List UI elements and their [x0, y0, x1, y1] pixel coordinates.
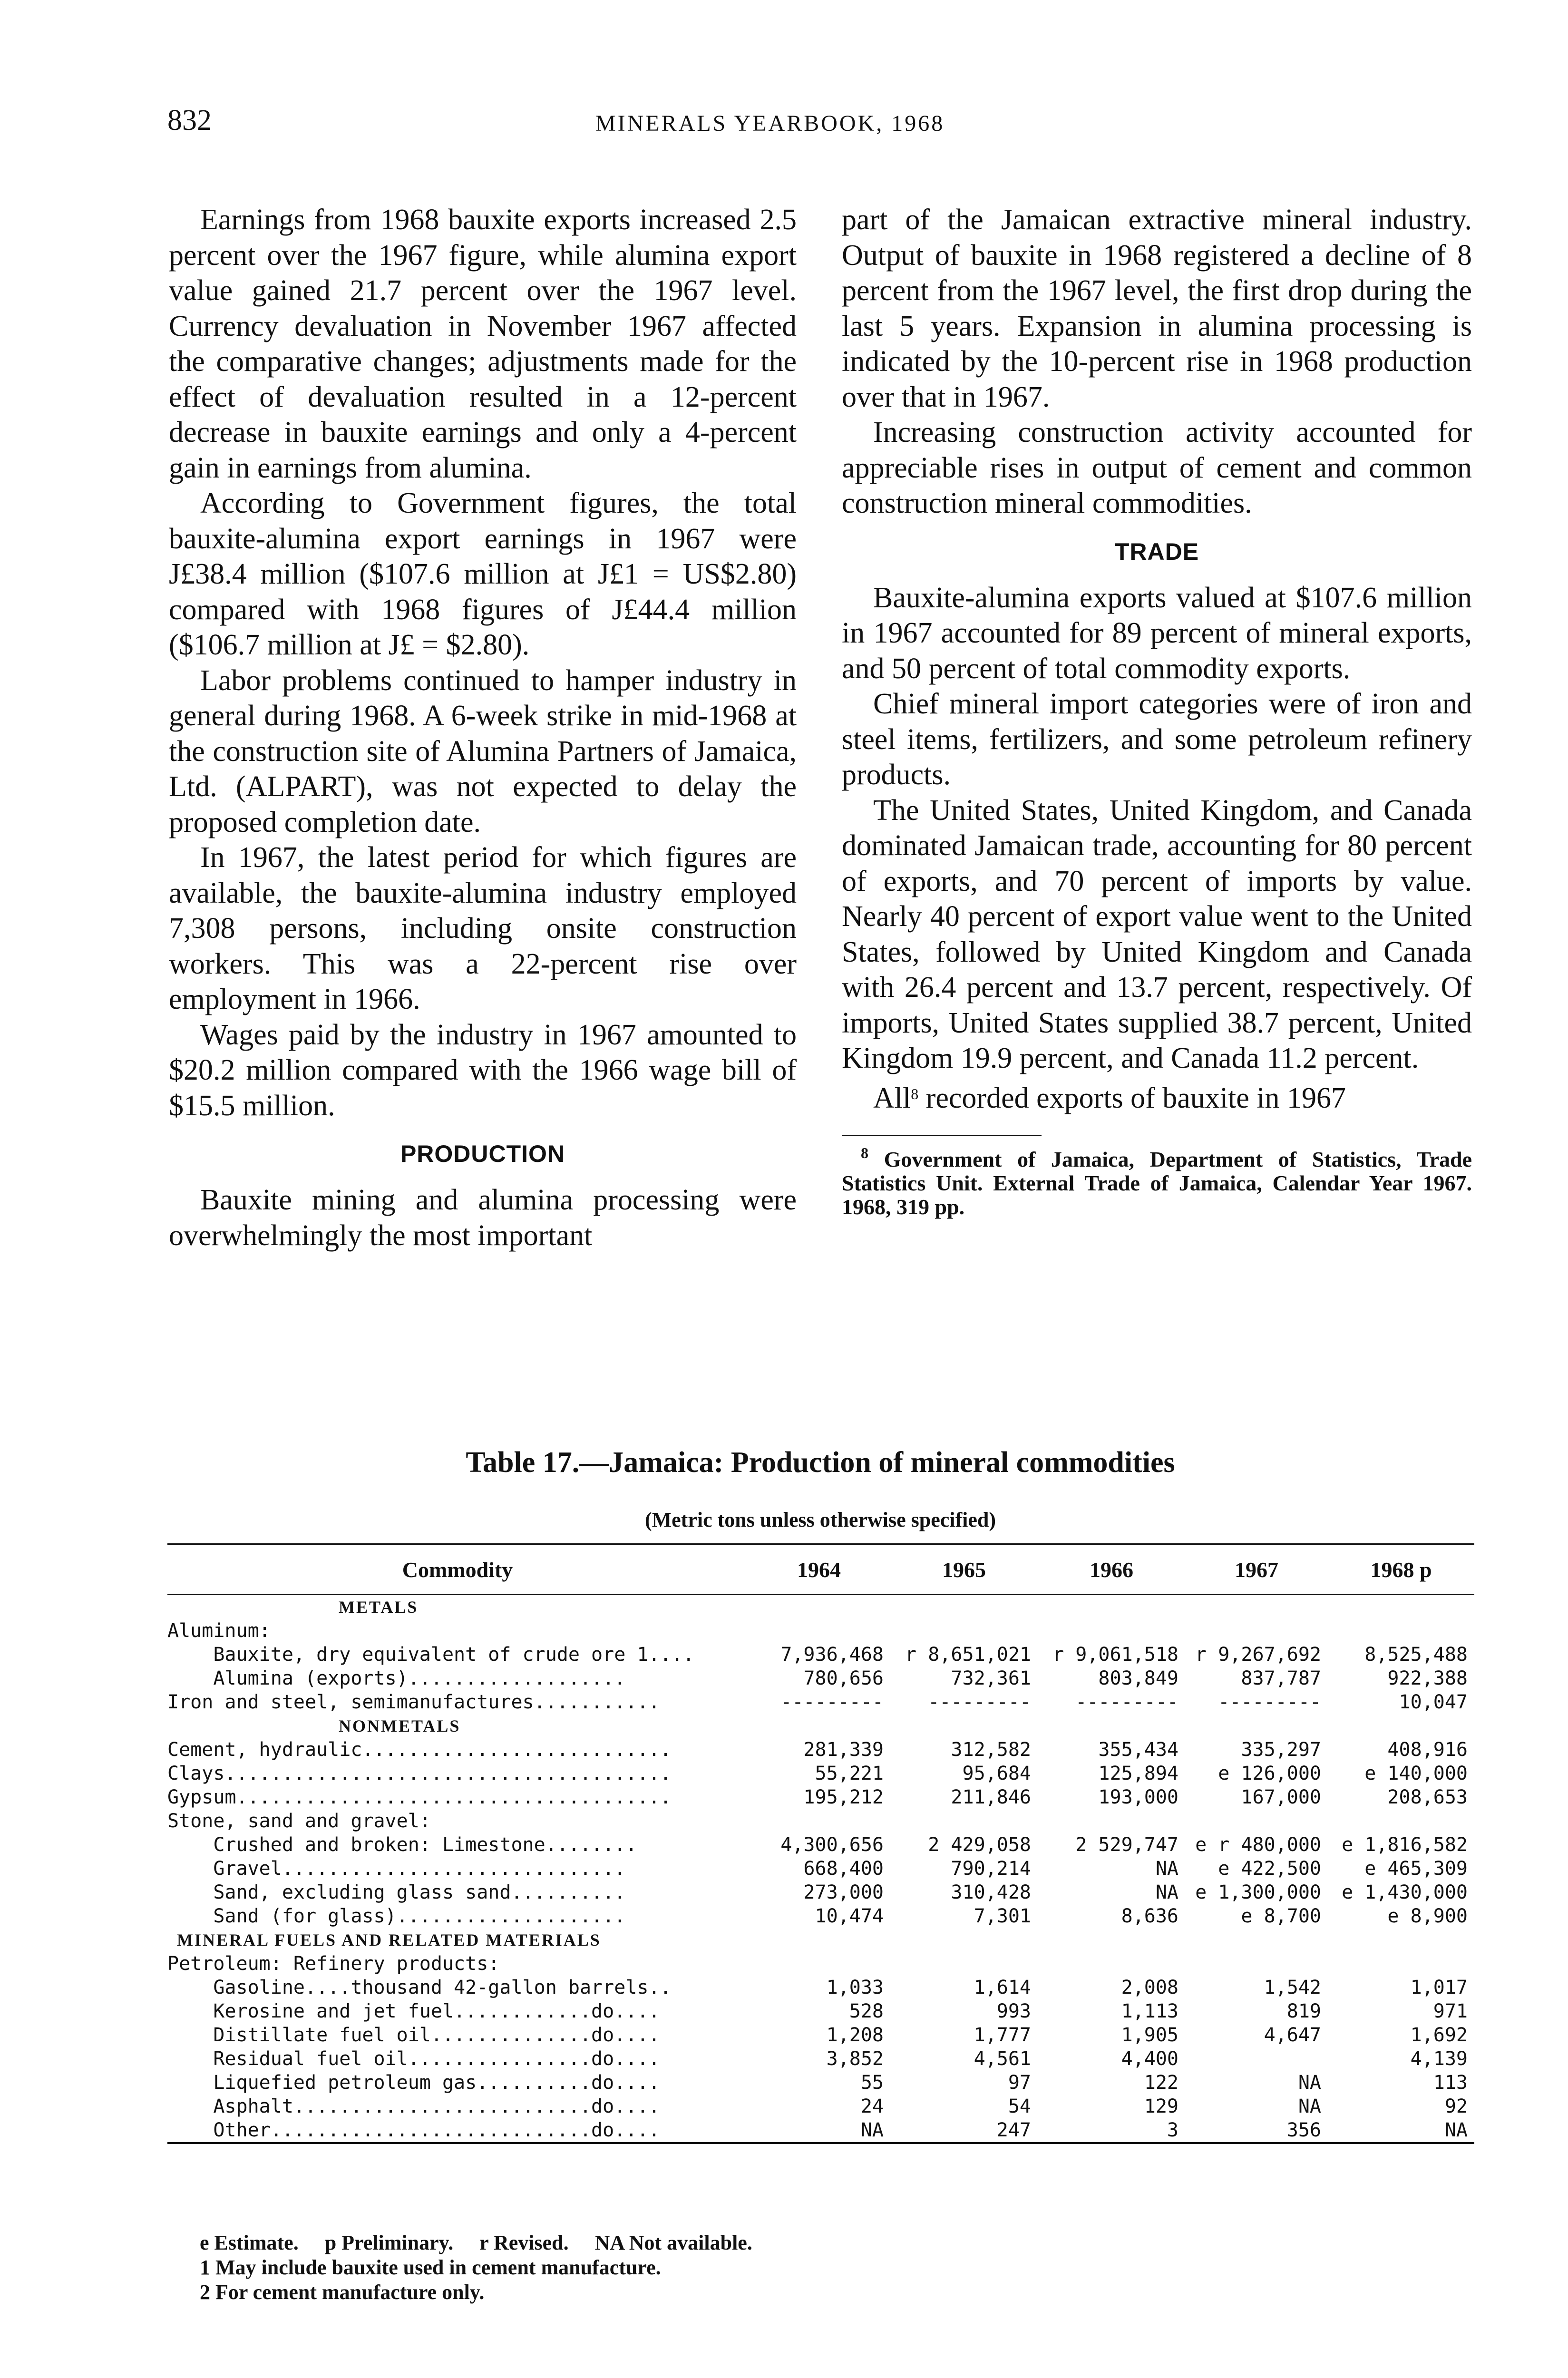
row-label: Gasoline....thousand 42-gallon barrels.. — [167, 1977, 672, 1998]
table-cell: 993 — [996, 2000, 1031, 2022]
table-cell: 668,400 — [803, 1858, 884, 1880]
table-cell — [1328, 1714, 1474, 1738]
table-cell — [890, 1619, 1038, 1643]
row-label: Liquefied petroleum gas..........do.... — [167, 2072, 660, 2094]
running-title: MINERALS YEARBOOK, 1968 — [595, 111, 945, 136]
table-cell: e 422,500 — [1218, 1858, 1321, 1880]
table-cell: 10,047 — [1399, 1691, 1468, 1713]
legend-line: e Estimate. p Preliminary. r Revised. NA Not available. — [200, 2231, 752, 2254]
table-cell — [748, 1595, 890, 1619]
table-cell — [1185, 1595, 1328, 1619]
row-label: Alumina (exports)................... — [167, 1667, 626, 1689]
table-title: Table 17.—Jamaica: Production of mineral commodities — [466, 1446, 1175, 1479]
table-legend — [200, 2231, 1484, 2305]
table-cell: e 126,000 — [1218, 1763, 1321, 1784]
table-cell: 335,297 — [1241, 1739, 1321, 1761]
table-cell: 1,017 — [1410, 1977, 1468, 1998]
table-cell — [1328, 1619, 1474, 1643]
table-cell: 7,301 — [974, 1905, 1031, 1927]
row-label: Iron and steel, semimanufactures........... — [167, 1691, 660, 1713]
row-label: Bauxite, dry equivalent of crude ore 1.... — [167, 1644, 694, 1666]
paragraph-start: All — [873, 1082, 911, 1114]
table-cell: 113 — [1433, 2072, 1468, 2094]
table-cell — [890, 1714, 1038, 1738]
table-cell: 55,221 — [815, 1763, 884, 1784]
table-cell: 55 — [860, 2072, 884, 2094]
production-table — [167, 1543, 1474, 2144]
table-cell: 1,033 — [826, 1977, 884, 1998]
table-body — [167, 1595, 1474, 2144]
table-cell — [1185, 1619, 1328, 1643]
table-cell — [1328, 1595, 1474, 1619]
footnote-divider — [842, 1135, 1042, 1136]
table-cell: r 9,267,692 — [1195, 1644, 1321, 1666]
table-cell: e 1,430,000 — [1342, 1881, 1468, 1903]
paragraph: According to Government figures, the total bauxite-alumina export earnings in 1967 were J£38.4 million ($107.6 million at J£1 = US$2.80) compared with 1968 figures of J£44.4 million ($106.7 million at J£ = $2.80). — [169, 487, 797, 661]
footnote-marker: 8 — [911, 1085, 919, 1102]
table-cell: 273,000 — [803, 1881, 884, 1903]
table-cell: 355,434 — [1098, 1739, 1178, 1761]
table-cell: 780,656 — [803, 1667, 884, 1689]
section-label: MINERAL FUELS AND RELATED MATERIALS — [177, 1930, 601, 1949]
row-label: Residual fuel oil................do.... — [167, 2048, 660, 2070]
table-cell: 819 — [1286, 2000, 1321, 2022]
footnote-text: Government of Jamaica, Department of Statistics, Trade Statistics Unit. External Trade of Jamaica, Calendar Year 1967. 1968, 319 pp. — [842, 1147, 1472, 1219]
table-cell: 408,916 — [1387, 1739, 1468, 1761]
table-cell: 1,614 — [974, 1977, 1031, 1998]
table-cell: e 140,000 — [1364, 1763, 1468, 1784]
table-cell: 803,849 — [1098, 1667, 1178, 1689]
row-label: Aluminum: — [167, 1620, 271, 1642]
left-column — [169, 202, 797, 1253]
paragraph: Labor problems continued to hamper industry in general during 1968. A 6-week strike in mid-1968 at the construction site of Alumina Partners of Jamaica, Ltd. (ALPART), was not expected to delay the proposed completion date. — [169, 664, 797, 838]
table-cell — [1038, 1928, 1185, 1952]
paragraph: Bauxite-alumina exports valued at $107.6 million in 1967 accounted for 89 percent of mineral exports, and 50 percent of total commodity exports. — [842, 581, 1472, 685]
table-cell: --------- — [1075, 1691, 1178, 1713]
table-cell — [890, 1928, 1038, 1952]
table-cell — [890, 1595, 1038, 1619]
table-cell: 8,636 — [1121, 1905, 1178, 1927]
table-cell: 1,692 — [1410, 2024, 1468, 2046]
paragraph: Increasing construction activity accounted for appreciable rises in output of cement and common construction mineral commodities. — [842, 416, 1472, 519]
paragraph: Chief mineral import categories were of iron and steel items, fertilizers, and some petroleum refinery products. — [842, 688, 1472, 791]
table-cell: 2 529,747 — [1075, 1834, 1178, 1856]
row-label: Other............................do.... — [167, 2119, 660, 2141]
paragraph: Bauxite mining and alumina processing were overwhelmingly the most important — [169, 1184, 797, 1252]
table-row — [167, 1881, 1474, 1904]
column-header: 1966 — [1038, 1544, 1185, 1595]
row-label: Sand (for glass).................... — [167, 1905, 626, 1927]
table-cell: 97 — [1008, 2072, 1031, 2094]
row-label: Gravel.............................. — [167, 1858, 626, 1880]
paragraph: Wages paid by the industry in 1967 amounted to $20.2 million compared with the 1966 wage bill of $15.5 million. — [169, 1018, 797, 1122]
table-row — [167, 1857, 1474, 1881]
table-cell: 4,139 — [1410, 2048, 1468, 2070]
paragraph — [842, 1076, 1472, 1116]
table-cell — [890, 1952, 1038, 1976]
table-row — [167, 2047, 1474, 2071]
legend-line: 2 For cement manufacture only. — [200, 2281, 485, 2304]
table-cell: 1,905 — [1121, 2024, 1178, 2046]
table-row — [167, 1738, 1474, 1762]
table-cell: r 9,061,518 — [1052, 1644, 1178, 1666]
table-row — [167, 1643, 1474, 1667]
table-cell: 3,852 — [826, 2048, 884, 2070]
row-label: Petroleum: Refinery products: — [167, 1953, 500, 1975]
table-cell: NA — [860, 2119, 884, 2141]
table-section-row — [167, 1928, 1474, 1952]
table-cell: e 8,700 — [1241, 1905, 1321, 1927]
table-row — [167, 1785, 1474, 1809]
table-cell: e 465,309 — [1364, 1858, 1468, 1880]
table-cell: NA — [1298, 2095, 1321, 2117]
row-label: Distillate fuel oil..............do.... — [167, 2024, 660, 2046]
paragraph-rest: recorded exports of bauxite in 1967 — [918, 1082, 1346, 1114]
table-cell — [748, 1928, 890, 1952]
table-row — [167, 1833, 1474, 1857]
table-cell — [1038, 1619, 1185, 1643]
table-cell: 10,474 — [815, 1905, 884, 1927]
table-row — [167, 1690, 1474, 1714]
table-cell — [1038, 1809, 1185, 1833]
footnote-number: 8 — [861, 1144, 868, 1161]
table-cell — [1185, 1928, 1328, 1952]
table-cell: 122 — [1144, 2072, 1178, 2094]
table-cell: NA — [1444, 2119, 1468, 2141]
table-cell — [748, 1619, 890, 1643]
legend-line: 1 May include bauxite used in cement manufacture. — [200, 2256, 661, 2279]
table-cell — [1185, 1809, 1328, 1833]
row-label: Crushed and broken: Limestone........ — [167, 1834, 637, 1856]
table-row — [167, 2118, 1474, 2143]
footnote — [842, 1141, 1472, 1219]
table-cell: 7,936,468 — [780, 1644, 884, 1666]
table-row — [167, 1952, 1474, 1976]
table-subtitle: (Metric tons unless otherwise specified) — [644, 1508, 996, 1531]
table-cell: 1,777 — [974, 2024, 1031, 2046]
table-section-row — [167, 1714, 1474, 1738]
table-cell: 528 — [849, 2000, 884, 2022]
table-cell — [1185, 2047, 1328, 2071]
table-cell: 95,684 — [962, 1763, 1031, 1784]
row-label: Cement, hydraulic........................... — [167, 1739, 672, 1761]
table-row — [167, 1904, 1474, 1928]
table-cell — [1328, 1952, 1474, 1976]
column-header: 1964 — [748, 1544, 890, 1595]
section-heading-production: PRODUCTION — [400, 1140, 565, 1167]
table-row — [167, 1762, 1474, 1785]
table-cell — [1185, 1952, 1328, 1976]
table-cell: --------- — [780, 1691, 884, 1713]
table-row — [167, 1976, 1474, 1999]
table-row — [167, 2023, 1474, 2047]
table-cell: 4,647 — [1264, 2024, 1321, 2046]
table-cell: NA — [1298, 2072, 1321, 2094]
table-cell: 8,525,488 — [1364, 1644, 1468, 1666]
paragraph: In 1967, the latest period for which figures are available, the bauxite-alumina industry employed 7,308 persons, including onsite construction workers. This was a 22-percent rise over employment in 1966. — [169, 841, 797, 1015]
page-number: 832 — [167, 104, 212, 136]
table-cell: 1,542 — [1264, 1977, 1321, 1998]
table-cell: 195,212 — [803, 1786, 884, 1808]
table-cell — [1038, 1714, 1185, 1738]
table-cell — [748, 1714, 890, 1738]
table-cell — [890, 1809, 1038, 1833]
column-header: 1968 p — [1328, 1544, 1474, 1595]
table-cell: 1,208 — [826, 2024, 884, 2046]
table-cell: --------- — [928, 1691, 1031, 1713]
table-row — [167, 1667, 1474, 1690]
paragraph: part of the Jamaican extractive mineral industry. Output of bauxite in 1968 registered a decline of 8 percent from the 1967 level, the first drop during the last 5 years. Expansion in alumina processing is indicated by the 10-percent rise in 1968 production over that in 1967. — [842, 204, 1472, 413]
row-label: Sand, excluding glass sand.......... — [167, 1881, 626, 1903]
paragraph: Earnings from 1968 bauxite exports increased 2.5 percent over the 1967 figure, while alumina export value gained 21.7 percent over the 1967 level. Currency devaluation in November 1967 affected the comparative changes; adjustments made for the effect of devaluation resulted in a 12-percent decrease in bauxite earnings and only a 4-percent gain in earnings from alumina. — [169, 204, 797, 484]
table-cell: 193,000 — [1098, 1786, 1178, 1808]
table-cell: 732,361 — [951, 1667, 1031, 1689]
table-cell — [1328, 1928, 1474, 1952]
paragraph: The United States, United Kingdom, and Canada dominated Jamaican trade, accounting for 80 percent of exports, and 70 percent of imports by value. Nearly 40 percent of export value went to the United States, followed by United Kingdom and Canada with 26.4 percent and 13.7 percent, respectively. Of imports, United States supplied 38.7 percent, United Kingdom 19.9 percent, and Canada 11.2 percent. — [842, 794, 1472, 1074]
table-cell: 1,113 — [1121, 2000, 1178, 2022]
table-cell: 356 — [1286, 2119, 1321, 2141]
table-cell: 4,300,656 — [780, 1834, 884, 1856]
section-heading-trade: TRADE — [1114, 538, 1199, 565]
table-cell: 167,000 — [1241, 1786, 1321, 1808]
table-cell: 4,400 — [1121, 2048, 1178, 2070]
table-cell: r 8,651,021 — [905, 1644, 1031, 1666]
table-row — [167, 1999, 1474, 2023]
table-cell: 4,561 — [974, 2048, 1031, 2070]
column-header: Commodity — [167, 1544, 748, 1595]
table-cell — [1328, 1809, 1474, 1833]
section-label: NONMETALS — [339, 1716, 461, 1735]
page-header — [167, 104, 1466, 151]
section-label: METALS — [339, 1598, 419, 1617]
table-cell: 24 — [860, 2095, 884, 2117]
table-cell — [748, 1809, 890, 1833]
table-cell: 54 — [1008, 2095, 1031, 2117]
table-cell: 211,846 — [951, 1786, 1031, 1808]
table-row — [167, 2095, 1474, 2118]
table-cell: e r 480,000 — [1195, 1834, 1321, 1856]
table-cell — [748, 1952, 890, 1976]
table-cell: 971 — [1433, 2000, 1468, 2022]
table-cell: 92 — [1444, 2095, 1468, 2117]
table-section-row — [167, 1595, 1474, 1619]
table-cell — [1038, 1952, 1185, 1976]
table-cell: 922,388 — [1387, 1667, 1468, 1689]
table-cell: 837,787 — [1241, 1667, 1321, 1689]
row-label: Gypsum...................................... — [167, 1786, 672, 1808]
table-cell: 2,008 — [1121, 1977, 1178, 1998]
table-cell: NA — [1155, 1858, 1178, 1880]
table-cell: --------- — [1218, 1691, 1321, 1713]
table-cell: 208,653 — [1387, 1786, 1468, 1808]
row-label: Kerosine and jet fuel............do.... — [167, 2000, 660, 2022]
table-cell: 281,339 — [803, 1739, 884, 1761]
table-row — [167, 1809, 1474, 1833]
table-cell: 2 429,058 — [928, 1834, 1031, 1856]
row-label: Clays....................................... — [167, 1763, 672, 1784]
table-cell: e 1,300,000 — [1195, 1881, 1321, 1903]
table-cell — [1185, 1714, 1328, 1738]
table-cell: e 8,900 — [1387, 1905, 1468, 1927]
table-cell: e 1,816,582 — [1342, 1834, 1468, 1856]
table-cell: 247 — [996, 2119, 1031, 2141]
column-header: 1965 — [890, 1544, 1038, 1595]
table-cell: 790,214 — [951, 1858, 1031, 1880]
table-cell: 125,894 — [1098, 1763, 1178, 1784]
table-row — [167, 2071, 1474, 2095]
column-header: 1967 — [1185, 1544, 1328, 1595]
table-header-row — [167, 1544, 1474, 1595]
row-label: Asphalt..........................do.... — [167, 2095, 660, 2117]
table-cell: 310,428 — [951, 1881, 1031, 1903]
table-cell: 3 — [1167, 2119, 1178, 2141]
table-cell — [1038, 1595, 1185, 1619]
right-column — [842, 202, 1472, 1219]
table-cell: 129 — [1144, 2095, 1178, 2117]
table-row — [167, 1619, 1474, 1643]
table-cell: NA — [1155, 1881, 1178, 1903]
table-cell: 312,582 — [951, 1739, 1031, 1761]
row-label: Stone, sand and gravel: — [167, 1810, 431, 1832]
